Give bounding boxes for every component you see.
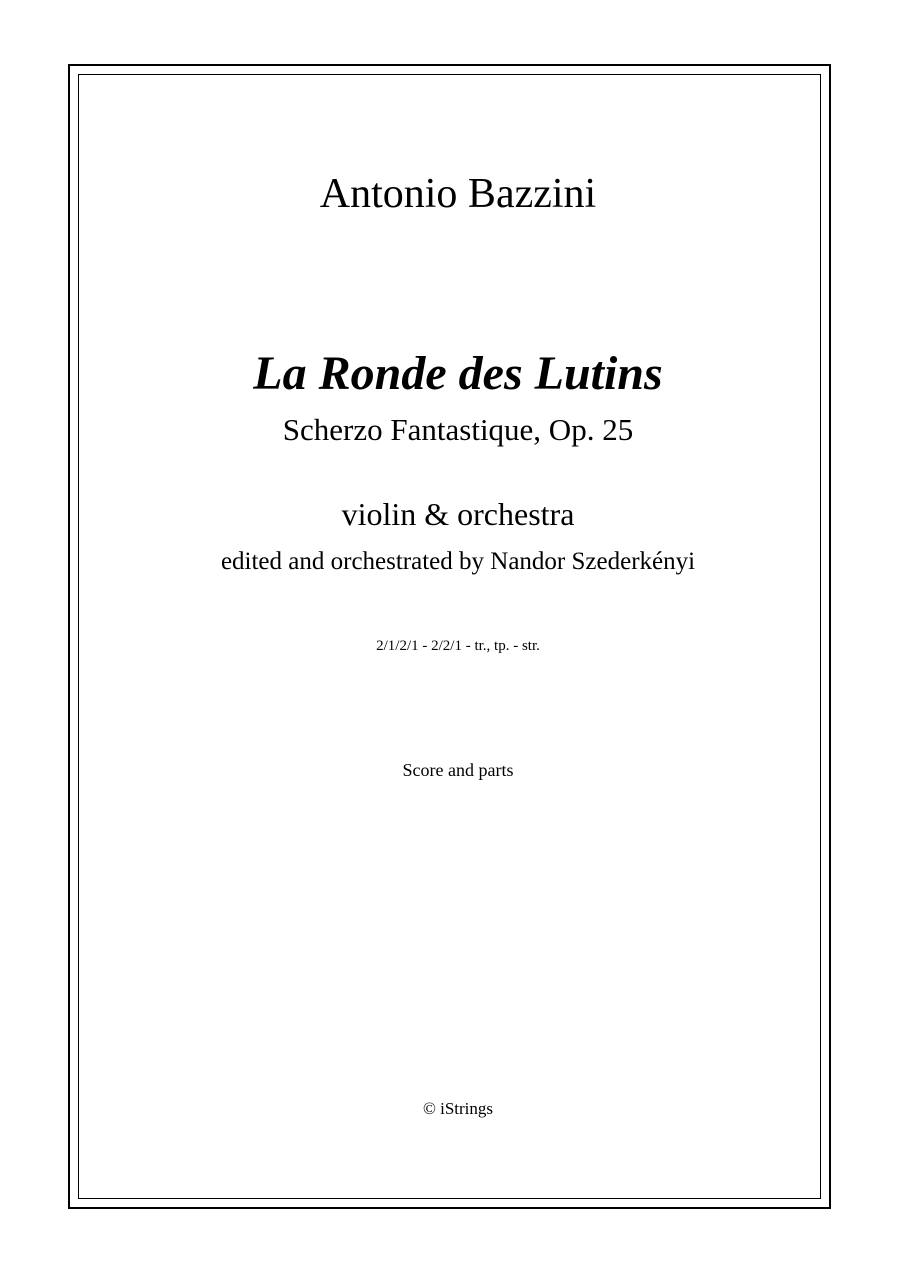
instrumentation: violin & orchestra — [341, 496, 575, 532]
page-border-inner — [78, 74, 821, 1199]
work-subtitle: Scherzo Fantastique, Op. 25 — [282, 412, 634, 447]
copyright-notice: © iStrings — [422, 1099, 494, 1118]
editor-credit: edited and orchestrated by Nandor Szederkényi — [220, 548, 696, 575]
composer-name: Antonio Bazzini — [319, 171, 597, 217]
orchestra-scoring: 2/1/2/1 - 2/2/1 - tr., tp. - str. — [376, 638, 540, 654]
work-title: La Ronde des Lutins — [253, 347, 663, 400]
edition-contents: Score and parts — [402, 760, 514, 780]
